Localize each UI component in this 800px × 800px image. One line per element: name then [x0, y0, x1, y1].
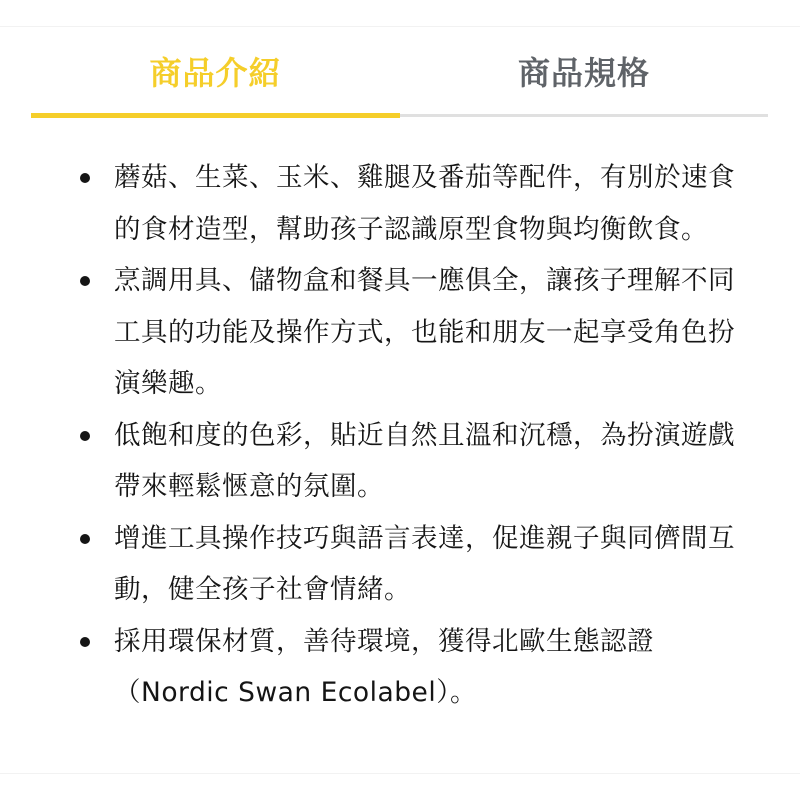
feature-text: 低飽和度的色彩，貼近自然且溫和沉穩，為扮演遊戲帶來輕鬆愜意的氛圍。 — [114, 419, 735, 502]
bullet-icon — [80, 431, 90, 441]
feature-text: 蘑菇、生菜、玉米、雞腿及番茄等配件，有別於速食的食材造型，幫助孩子認識原型食物與均衡飲食。 — [114, 162, 735, 245]
list-item — [74, 152, 754, 255]
bullet-icon — [80, 637, 90, 647]
product-description — [74, 152, 754, 719]
tab-label: 商品規格 — [517, 54, 650, 92]
bullet-icon — [80, 173, 90, 183]
feature-list — [74, 152, 754, 719]
list-item — [74, 616, 754, 719]
feature-text: 烹調用具、儲物盒和餐具一應俱全，讓孩子理解不同工具的功能及操作方式，也能和朋友一起享受角色扮演樂趣。 — [114, 265, 735, 399]
list-item — [74, 513, 754, 616]
active-tab-indicator — [31, 113, 400, 118]
bullet-icon — [80, 534, 90, 544]
tab-label: 商品介紹 — [149, 54, 282, 92]
tab-product-intro[interactable] — [31, 27, 400, 115]
feature-text: 增進工具操作技巧與語言表達，促進親子與同儕間互動，健全孩子社會情緒。 — [114, 522, 735, 605]
list-item — [74, 410, 754, 513]
bottom-divider — [0, 773, 800, 774]
feature-text: 採用環保材質，善待環境，獲得北歐生態認證（Nordic Swan Ecolabel）。 — [114, 625, 654, 708]
list-item — [74, 255, 754, 410]
product-tabs — [31, 27, 768, 117]
bullet-icon — [80, 276, 90, 286]
tab-product-specs[interactable] — [400, 27, 768, 115]
